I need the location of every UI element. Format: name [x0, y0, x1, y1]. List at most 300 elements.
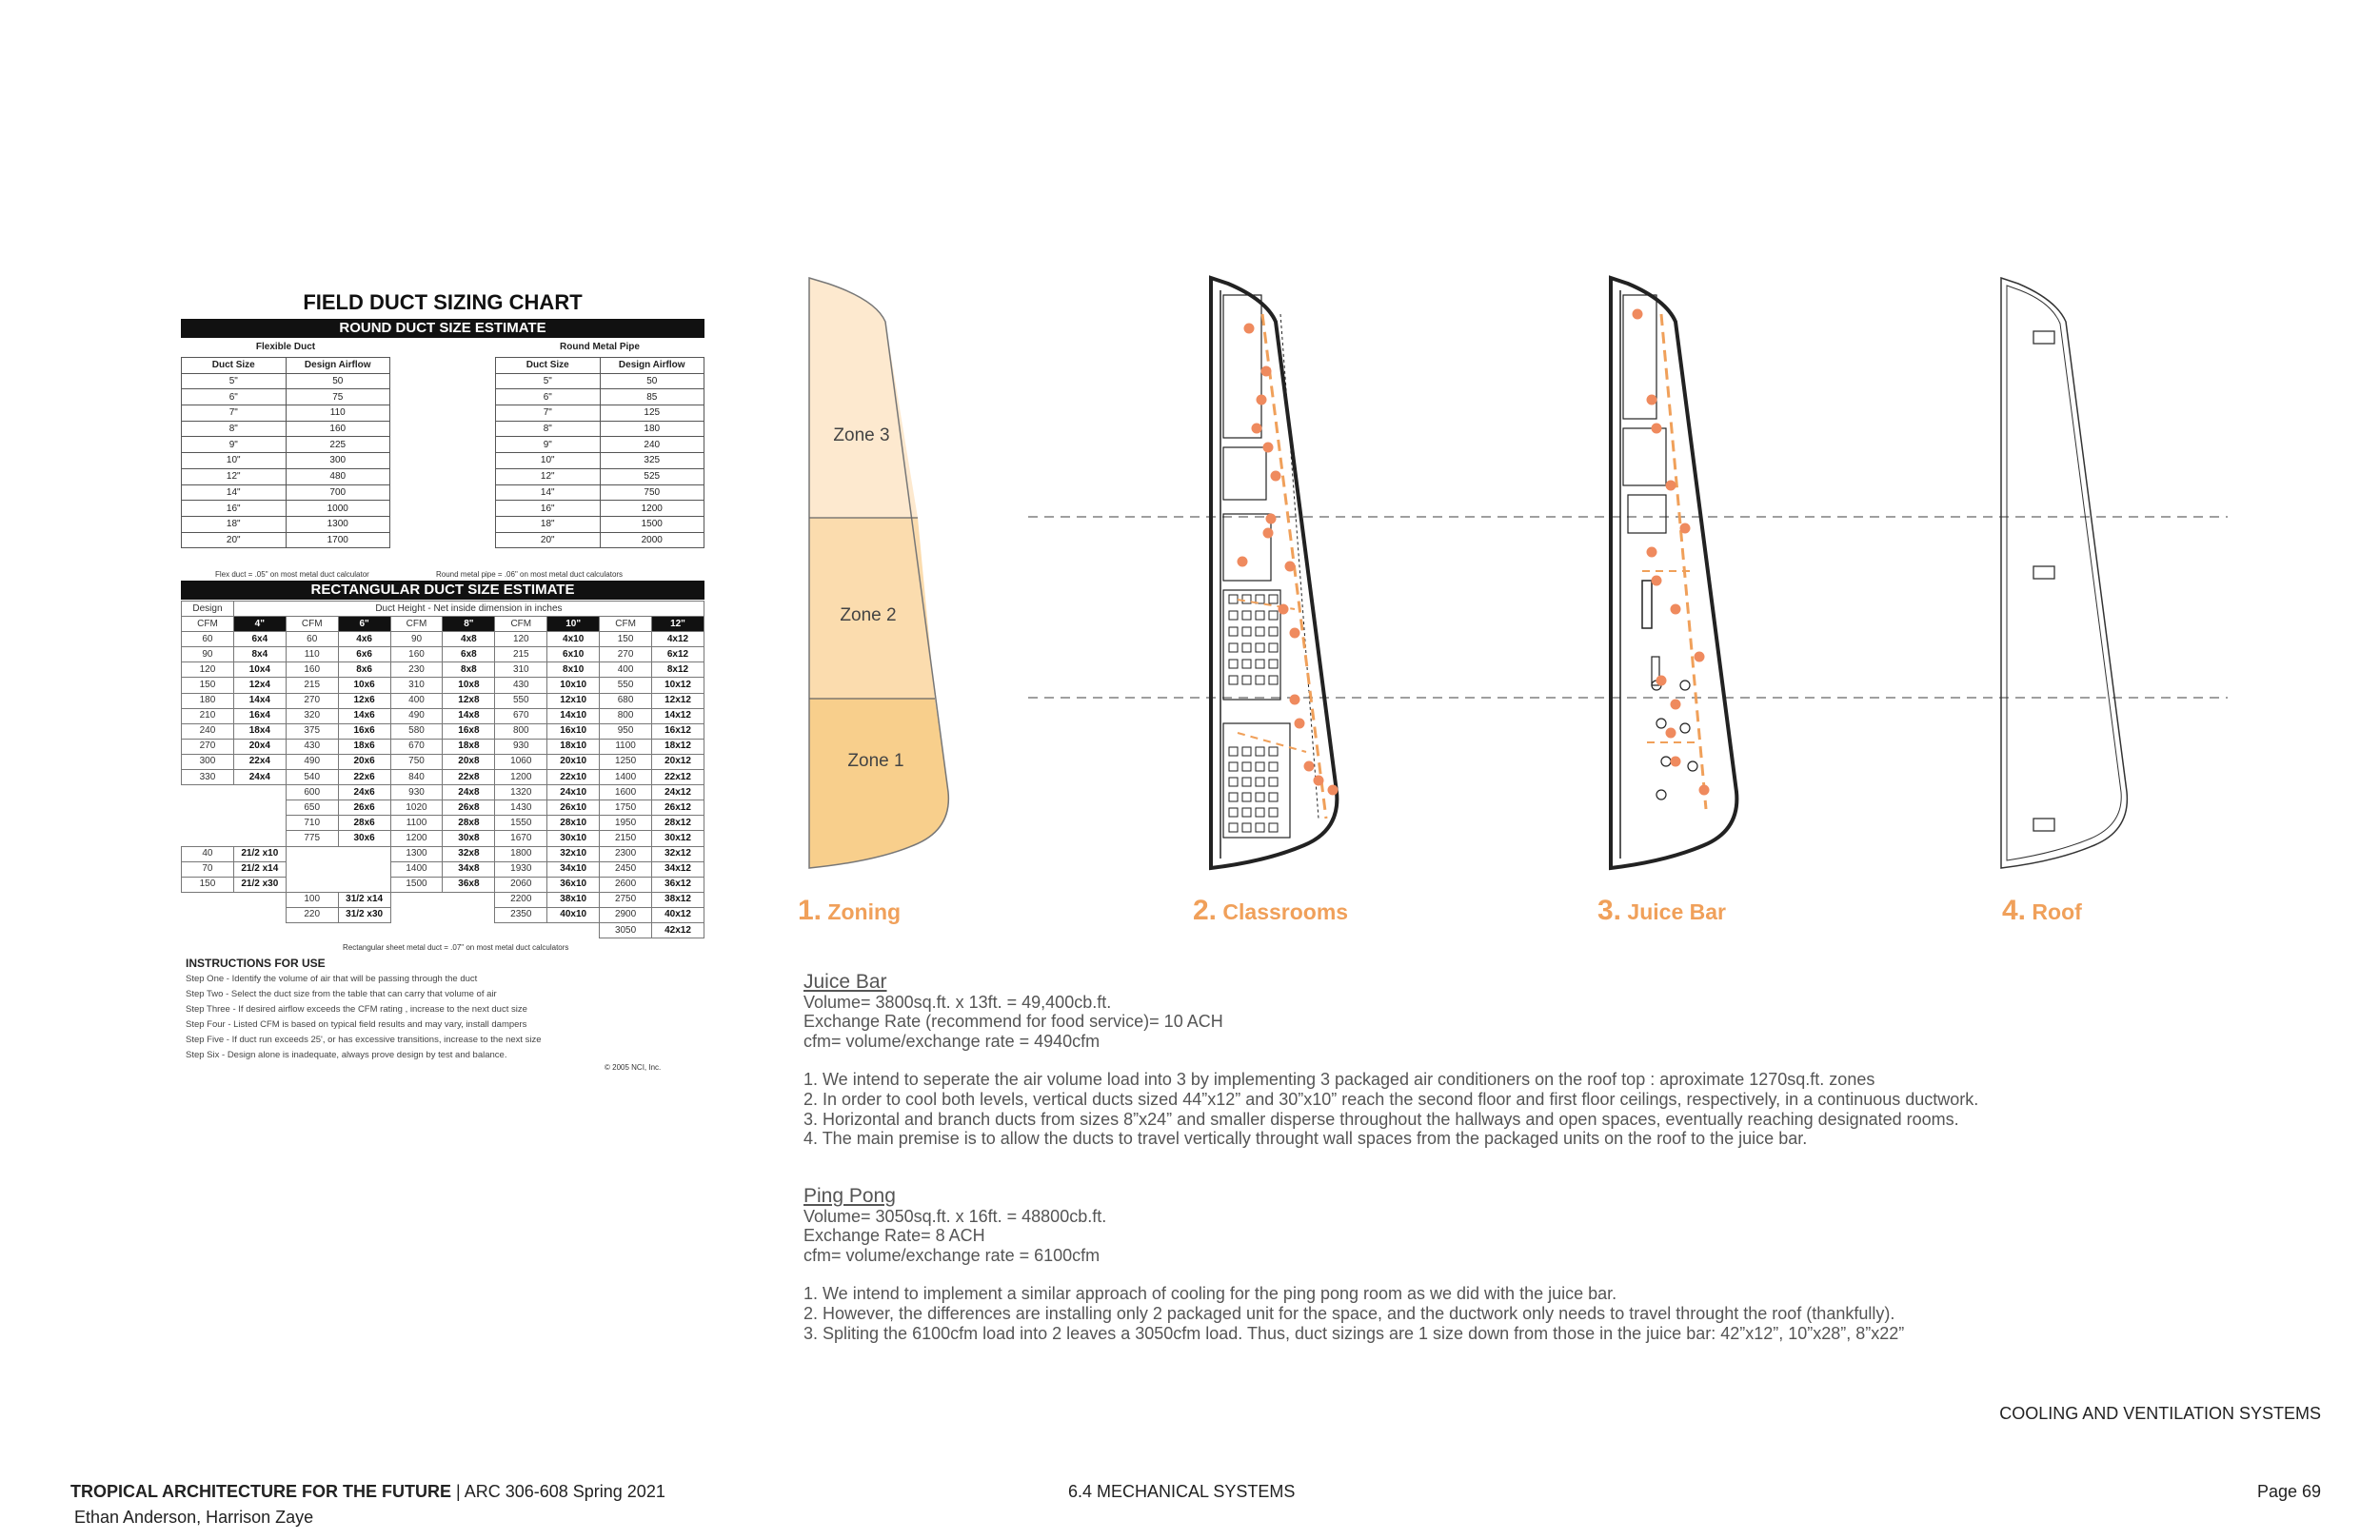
size-cell: 22x8: [443, 770, 495, 785]
size-cell: 24x4: [233, 770, 286, 785]
size-cell: 18x12: [652, 739, 704, 754]
cfm-cell: 1400: [390, 861, 443, 877]
desk: [1269, 595, 1278, 603]
cfm-cell: 540: [286, 770, 338, 785]
packaged-unit: [2033, 819, 2054, 831]
size-cell: 24x12: [652, 785, 704, 800]
desk: [1269, 808, 1278, 817]
diffuser-dot: [1680, 523, 1691, 534]
cfm-cell: 150: [600, 632, 652, 647]
ping-line: cfm= volume/exchange rate = 6100cfm: [803, 1245, 1101, 1265]
cfm-cell: 1500: [390, 877, 443, 892]
desk: [1242, 595, 1251, 603]
cfm-cell: 2600: [600, 877, 652, 892]
ping-line: Exchange Rate= 8 ACH: [803, 1226, 985, 1246]
airflow-cell: 1500: [600, 516, 704, 532]
size-cell: 4x10: [547, 632, 600, 647]
rect-duct-header: RECTANGULAR DUCT SIZE ESTIMATE: [181, 581, 704, 600]
desk: [1242, 808, 1251, 817]
cfm-cell: 2450: [600, 861, 652, 877]
cfm-cell: 120: [182, 662, 234, 678]
size-cell: 18x6: [338, 739, 390, 754]
size-cell: 4x6: [338, 632, 390, 647]
diffuser-dot: [1671, 700, 1681, 710]
instruction-step: Step Three - If desired airflow exceeds the CFM rating , increase to the next duct size: [186, 1004, 527, 1015]
desk: [1229, 823, 1238, 832]
duct-size-cell: 20": [182, 532, 287, 548]
size-cell: 16x6: [338, 723, 390, 739]
juice-point: 2. In order to cool both levels, vertical ducts sized 44”x12” and 30”x10” reach the second floor and first floor ceilings, respectively, in a continuous ductwork.: [803, 1089, 1979, 1109]
cfm-cell: 40: [182, 846, 234, 861]
desk: [1269, 823, 1278, 832]
size-cell: 34x10: [547, 861, 600, 877]
duct-size-cell: 6": [182, 389, 287, 405]
size-cell: 24x8: [443, 785, 495, 800]
cfm-cell: 1200: [390, 831, 443, 846]
airflow-cell: 700: [286, 484, 390, 501]
label-classrooms: 2. Classrooms: [1193, 895, 1349, 926]
ping-point: 3. Spliting the 6100cfm load into 2 leaves a 3050cfm load. Thus, duct sizings are 1 size down from those in the juice bar: 42”x12”, 10”x28”, 8”x22”: [803, 1323, 1905, 1343]
size-cell: 16x10: [547, 723, 600, 739]
diffuser-dot: [1290, 695, 1300, 705]
cfm-cell: 710: [286, 816, 338, 831]
cfm-cell: 1670: [495, 831, 547, 846]
diffuser-dot: [1695, 652, 1705, 662]
size-cell: 14x8: [443, 708, 495, 723]
round-duct-header: ROUND DUCT SIZE ESTIMATE: [181, 319, 704, 338]
size-cell: 21/2 x10: [233, 846, 286, 861]
diffuser-dot: [1671, 757, 1681, 767]
cfm-cell: 1200: [495, 770, 547, 785]
size-cell: 6x4: [233, 632, 286, 647]
metal-pipe-title: Round Metal Pipe: [560, 342, 640, 352]
diffuser-dot: [1285, 562, 1296, 572]
height-12: 12": [652, 617, 704, 632]
cfm-cell: 320: [286, 708, 338, 723]
packaged-unit: [2033, 331, 2054, 344]
size-cell: 30x6: [338, 831, 390, 846]
size-cell: 8x4: [233, 647, 286, 662]
desk: [1269, 762, 1278, 771]
desk: [1242, 778, 1251, 786]
cfm-cell: 930: [495, 739, 547, 754]
cfm-cell: 70: [182, 861, 234, 877]
authors: Ethan Anderson, Harrison Zaye: [74, 1508, 314, 1527]
desk: [1229, 808, 1238, 817]
cfm-cell: 100: [286, 892, 338, 907]
cfm-cell: 550: [600, 678, 652, 693]
airflow-cell: 160: [286, 421, 390, 437]
diffuser-dot: [1647, 547, 1657, 558]
size-cell: 18x4: [233, 723, 286, 739]
airflow-cell: 480: [286, 468, 390, 484]
metal-note: Round metal pipe = .06" on most metal duct calculators: [436, 570, 624, 579]
desk: [1269, 611, 1278, 620]
desk: [1242, 660, 1251, 668]
cfm-cell: 680: [600, 693, 652, 708]
size-cell: 16x8: [443, 723, 495, 739]
size-cell: 28x8: [443, 816, 495, 831]
desk: [1229, 676, 1238, 684]
size-cell: 21/2 x30: [233, 877, 286, 892]
airflow-cell: 1700: [286, 532, 390, 548]
diffuser-dot: [1304, 761, 1315, 772]
diffuser-dot: [1263, 528, 1274, 539]
size-cell: 40x10: [547, 907, 600, 922]
col-duct-size: Duct Size: [496, 358, 601, 374]
size-cell: 14x12: [652, 708, 704, 723]
desk: [1256, 747, 1264, 756]
cfm-cell: 550: [495, 693, 547, 708]
diffuser-dot: [1314, 776, 1324, 786]
size-cell: 10x10: [547, 678, 600, 693]
table: [1656, 790, 1666, 800]
instructions-title: INSTRUCTIONS FOR USE: [186, 957, 326, 970]
airflow-cell: 50: [286, 373, 390, 389]
cfm-cell: 430: [495, 678, 547, 693]
cfm-cell: 120: [495, 632, 547, 647]
diffuser-dot: [1633, 309, 1643, 320]
duct-size-cell: 9": [182, 437, 287, 453]
cfm-cell: 400: [600, 662, 652, 678]
duct-size-cell: 14": [182, 484, 287, 501]
airflow-cell: 1200: [600, 501, 704, 517]
table: [1680, 681, 1690, 690]
size-cell: 28x10: [547, 816, 600, 831]
course-title: TROPICAL ARCHITECTURE FOR THE FUTURE | ARC 306-608 Spring 2021: [70, 1482, 665, 1501]
size-cell: 36x8: [443, 877, 495, 892]
size-cell: 42x12: [652, 922, 704, 938]
ping-pong-section: [803, 1187, 1904, 1343]
classrooms-plan: [1211, 278, 1339, 868]
juice-point: 4. The main premise is to allow the ducts to travel vertically throught wall spaces from the packaged units on the roof to the juice bar.: [803, 1129, 1808, 1149]
cfm-cell: 375: [286, 723, 338, 739]
chart-title: FIELD DUCT SIZING CHART: [303, 290, 583, 314]
size-cell: 26x8: [443, 800, 495, 816]
diffuser-dot: [1271, 471, 1281, 482]
desk: [1256, 762, 1264, 771]
desk: [1269, 627, 1278, 636]
desk: [1256, 676, 1264, 684]
cfm-cell: 150: [182, 877, 234, 892]
cfm-cell: 60: [182, 632, 234, 647]
size-cell: 12x4: [233, 678, 286, 693]
cfm-cell: 840: [390, 770, 443, 785]
cfm-cell: 1250: [600, 754, 652, 769]
airflow-cell: 110: [286, 405, 390, 422]
desk: [1242, 747, 1251, 756]
cfm-cell: 1400: [600, 770, 652, 785]
ping-pong-title: Ping Pong: [803, 1185, 896, 1207]
height-6: 6": [338, 617, 390, 632]
cfm-cell: 930: [390, 785, 443, 800]
desk: [1229, 643, 1238, 652]
size-cell: 32x10: [547, 846, 600, 861]
diffuser-dot: [1257, 395, 1267, 405]
size-cell: 30x10: [547, 831, 600, 846]
diffuser-dot: [1656, 676, 1667, 686]
cfm-cell: 240: [182, 723, 234, 739]
cfm-cell: 210: [182, 708, 234, 723]
desk: [1242, 676, 1251, 684]
desk: [1229, 595, 1238, 603]
cfm-cell: 60: [286, 632, 338, 647]
size-cell: 10x4: [233, 662, 286, 678]
size-cell: 12x10: [547, 693, 600, 708]
size-cell: 20x8: [443, 754, 495, 769]
size-cell: 31/2 x30: [338, 907, 390, 922]
label-roof: 4. Roof: [2002, 895, 2082, 926]
desk: [1229, 793, 1238, 801]
cfm-cell: 580: [390, 723, 443, 739]
cfm-cell: 800: [600, 708, 652, 723]
ping-line: Volume= 3050sq.ft. x 16ft. = 48800cb.ft.: [803, 1206, 1107, 1226]
size-cell: 21/2 x14: [233, 861, 286, 877]
diffuser-dot: [1295, 719, 1305, 729]
duct-size-cell: 7": [182, 405, 287, 422]
size-cell: 10x12: [652, 678, 704, 693]
size-cell: 4x12: [652, 632, 704, 647]
cfm-cell: 2300: [600, 846, 652, 861]
height-8: 8": [443, 617, 495, 632]
cfm-cell: 90: [390, 632, 443, 647]
diffuser-dot: [1290, 628, 1300, 639]
duct-size-cell: 5": [182, 373, 287, 389]
cfm-cell: 270: [182, 739, 234, 754]
zone-1-shape: [809, 699, 948, 868]
zone-1-label: Zone 1: [847, 751, 904, 771]
desk: [1229, 627, 1238, 636]
cfm-cell: 215: [286, 678, 338, 693]
airflow-cell: 525: [600, 468, 704, 484]
desk: [1242, 793, 1251, 801]
size-cell: 34x8: [443, 861, 495, 877]
size-cell: 6x12: [652, 647, 704, 662]
duct-size-cell: 14": [496, 484, 601, 501]
airflow-cell: 180: [600, 421, 704, 437]
diffuser-dot: [1244, 324, 1255, 334]
size-cell: 14x10: [547, 708, 600, 723]
cfm-cell: 600: [286, 785, 338, 800]
size-cell: 22x12: [652, 770, 704, 785]
desk: [1256, 627, 1264, 636]
instruction-step: Step Two - Select the duct size from the table that can carry that volume of air: [186, 989, 497, 999]
juice-point: 3. Horizontal and branch ducts from sizes 8”x24” and smaller disperse throughout the hallways and open spaces, eventually reaching designated rooms.: [803, 1109, 1959, 1129]
size-cell: 31/2 x14: [338, 892, 390, 907]
cfm-cell: 230: [390, 662, 443, 678]
cfm-cell: 110: [286, 647, 338, 662]
flex-duct-title: Flexible Duct: [255, 342, 316, 352]
desk: [1269, 660, 1278, 668]
size-cell: 32x8: [443, 846, 495, 861]
size-cell: 14x4: [233, 693, 286, 708]
size-cell: 8x12: [652, 662, 704, 678]
desk: [1256, 778, 1264, 786]
airflow-cell: 2000: [600, 532, 704, 548]
size-cell: 16x12: [652, 723, 704, 739]
cfm-cell: 220: [286, 907, 338, 922]
cfm-cell: 300: [182, 754, 234, 769]
size-cell: 8x8: [443, 662, 495, 678]
duct-size-cell: 10": [496, 453, 601, 469]
cfm-cell: 1100: [600, 739, 652, 754]
airflow-cell: 75: [286, 389, 390, 405]
desk: [1256, 808, 1264, 817]
size-cell: 20x10: [547, 754, 600, 769]
flex-note: Flex duct = .05" on most metal duct calculator: [215, 570, 369, 579]
zoning-diagram: [809, 278, 948, 868]
size-cell: 6x8: [443, 647, 495, 662]
duct-size-cell: 18": [182, 516, 287, 532]
diffuser-dot: [1252, 424, 1262, 434]
cfm-cell: 180: [182, 693, 234, 708]
cfm-cell: 490: [390, 708, 443, 723]
juice-line: Exchange Rate (recommend for food service)= 10 ACH: [803, 1012, 1223, 1032]
table: [1680, 723, 1690, 733]
size-cell: 18x8: [443, 739, 495, 754]
size-cell: 24x6: [338, 785, 390, 800]
cfm-cell: 2750: [600, 892, 652, 907]
airflow-cell: 1000: [286, 501, 390, 517]
cfm-cell: 150: [182, 678, 234, 693]
cfm-cell: 950: [600, 723, 652, 739]
desk: [1256, 611, 1264, 620]
size-cell: 12x6: [338, 693, 390, 708]
cfm-cell: 1020: [390, 800, 443, 816]
cfm-cell: 310: [390, 678, 443, 693]
airflow-cell: 85: [600, 389, 704, 405]
size-cell: 8x6: [338, 662, 390, 678]
table: [1661, 757, 1671, 766]
airflow-cell: 50: [600, 373, 704, 389]
duct-size-cell: 12": [182, 468, 287, 484]
juice-line: cfm= volume/exchange rate = 4940cfm: [803, 1031, 1101, 1051]
desk: [1229, 778, 1238, 786]
instruction-step: Step Five - If duct run exceeds 25', or has excessive transitions, increase to the next size: [186, 1035, 542, 1045]
cfm-cell: 160: [286, 662, 338, 678]
roof-plan: [2001, 278, 2127, 868]
desk: [1229, 747, 1238, 756]
diffuser-dot: [1652, 424, 1662, 434]
desk: [1242, 627, 1251, 636]
diffuser-dot: [1279, 604, 1289, 615]
duct-size-cell: 12": [496, 468, 601, 484]
diffuser-dot: [1652, 576, 1662, 586]
desk: [1269, 643, 1278, 652]
size-cell: 26x6: [338, 800, 390, 816]
size-cell: 30x12: [652, 831, 704, 846]
rect-note: Rectangular sheet metal duct = .07" on most metal duct calculators: [343, 943, 569, 952]
size-cell: 20x4: [233, 739, 286, 754]
diffuser-dot: [1261, 366, 1272, 377]
duct-size-cell: 8": [496, 421, 601, 437]
airflow-cell: 325: [600, 453, 704, 469]
design-label: Design: [182, 602, 234, 617]
cfm-label: CFM: [600, 617, 652, 632]
ping-point: 1. We intend to implement a similar approach of cooling for the ping pong room as we did with the juice bar.: [803, 1284, 1617, 1304]
cfm-cell: 400: [390, 693, 443, 708]
diffuser-dot: [1647, 395, 1657, 405]
airflow-cell: 300: [286, 453, 390, 469]
desk: [1242, 611, 1251, 620]
size-cell: 36x12: [652, 877, 704, 892]
size-cell: 16x4: [233, 708, 286, 723]
size-cell: 8x10: [547, 662, 600, 678]
cfm-cell: 670: [495, 708, 547, 723]
page-number: Page 69: [2256, 1482, 2321, 1501]
col-duct-size: Duct Size: [182, 358, 287, 374]
label-zoning: 1. Zoning: [798, 895, 902, 926]
desk: [1242, 643, 1251, 652]
diffuser-dot: [1671, 604, 1681, 615]
zone-2-label: Zone 2: [840, 605, 897, 625]
cfm-cell: 1430: [495, 800, 547, 816]
zone-3-shape: [809, 278, 918, 518]
size-cell: 12x8: [443, 693, 495, 708]
copyright: © 2005 NCI, Inc.: [605, 1063, 662, 1072]
duct-size-cell: 20": [496, 532, 601, 548]
size-cell: 40x12: [652, 907, 704, 922]
cfm-cell: 1930: [495, 861, 547, 877]
instruction-step: Step One - Identify the volume of air that will be passing through the duct: [186, 974, 478, 984]
size-cell: 24x10: [547, 785, 600, 800]
desk: [1269, 793, 1278, 801]
label-juice-bar: 3. Juice Bar: [1597, 895, 1726, 926]
desk: [1229, 762, 1238, 771]
col-design-airflow: Design Airflow: [600, 358, 704, 374]
cfm-cell: 1600: [600, 785, 652, 800]
duct-height-label: Duct Height - Net inside dimension in inches: [233, 602, 704, 617]
duct-size-cell: 18": [496, 516, 601, 532]
cfm-cell: 1550: [495, 816, 547, 831]
size-cell: 30x8: [443, 831, 495, 846]
juice-bar-plan: [1611, 278, 1736, 868]
cfm-cell: 1100: [390, 816, 443, 831]
duct-size-cell: 10": [182, 453, 287, 469]
desk: [1269, 676, 1278, 684]
size-cell: 20x12: [652, 754, 704, 769]
airflow-cell: 125: [600, 405, 704, 422]
cfm-cell: 3050: [600, 922, 652, 938]
col-design-airflow: Design Airflow: [286, 358, 390, 374]
cfm-cell: 650: [286, 800, 338, 816]
cfm-label: CFM: [390, 617, 443, 632]
airflow-cell: 240: [600, 437, 704, 453]
duct-size-cell: 8": [182, 421, 287, 437]
juice-bar-section: [803, 973, 1978, 1149]
diffuser-dot: [1699, 785, 1710, 796]
size-cell: 22x4: [233, 754, 286, 769]
size-cell: 38x12: [652, 892, 704, 907]
juice-point: 1. We intend to seperate the air volume load into 3 by implementing 3 packaged air conditioners on the roof top : aproximate 1270sq.ft. zones: [803, 1070, 1875, 1090]
cfm-cell: 215: [495, 647, 547, 662]
zone-3-label: Zone 3: [833, 425, 890, 445]
cfm-cell: 330: [182, 770, 234, 785]
cfm-cell: 1800: [495, 846, 547, 861]
size-cell: 34x12: [652, 861, 704, 877]
size-cell: 6x10: [547, 647, 600, 662]
chapter-title: 6.4 MECHANICAL SYSTEMS: [1068, 1482, 1296, 1501]
size-cell: 4x8: [443, 632, 495, 647]
cfm-cell: 750: [390, 754, 443, 769]
size-cell: 22x6: [338, 770, 390, 785]
diffuser-dot: [1266, 514, 1277, 524]
duct-size-cell: 7": [496, 405, 601, 422]
cfm-cell: 90: [182, 647, 234, 662]
size-cell: 12x12: [652, 693, 704, 708]
cfm-cell: 800: [495, 723, 547, 739]
desk: [1269, 778, 1278, 786]
